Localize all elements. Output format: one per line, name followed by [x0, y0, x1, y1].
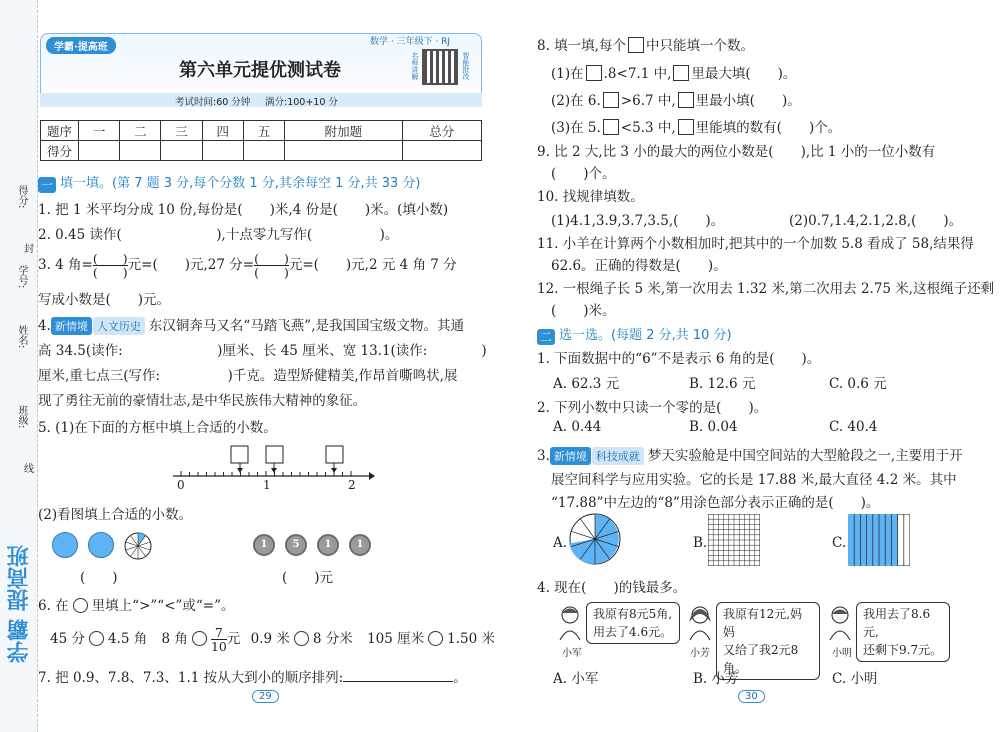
coin-icon: 5	[285, 534, 307, 556]
new-context-tag: 新情境	[550, 447, 591, 465]
exam-time: 考试时间:60 分钟	[175, 97, 251, 108]
score-input[interactable]	[243, 141, 284, 161]
q4-line1	[38, 314, 464, 335]
q8-text: 中只能填一个数。	[645, 38, 754, 54]
c3-option-c-label[interactable]: C.	[832, 535, 847, 551]
brand-label: 学霸·提高班	[46, 37, 116, 54]
c1-option-a[interactable]: A. 62.3 元	[553, 376, 620, 392]
compare-circle[interactable]	[192, 631, 207, 646]
left-column	[38, 172, 488, 692]
margin-id-label: 学号:	[16, 265, 27, 289]
q7	[38, 666, 467, 686]
c4-option-c[interactable]: C. 小明	[832, 671, 878, 687]
score-input[interactable]	[120, 141, 161, 161]
score-input[interactable]	[79, 141, 120, 161]
score-cell: 题序	[41, 121, 79, 141]
q5-a: 5. (1)在下面的方框中填上合适的小数。	[38, 420, 277, 436]
q7-end: 。	[453, 670, 467, 686]
score-input[interactable]	[285, 141, 402, 161]
q8-text: 里最小填( )。	[695, 93, 801, 109]
q8-s3	[551, 116, 841, 136]
qr-side-right: 智能批改	[462, 52, 470, 80]
tenths-circle	[124, 532, 152, 560]
bubble-text: 我原有8元5角,	[593, 607, 673, 621]
tick-label-1: 1	[263, 478, 271, 492]
coin-icon: 1	[317, 534, 339, 556]
q6-item: 8 角	[161, 631, 188, 647]
full-marks: 满分:100+10 分	[265, 97, 338, 108]
score-cell: 总分	[402, 121, 481, 141]
score-cell: 得分	[41, 141, 79, 161]
q8-s1	[551, 62, 796, 82]
q7-text: 7. 把 0.9、7.8、7.3、1.1 按从大到小的顺序排列:	[38, 670, 344, 686]
blank-box-icon	[628, 37, 644, 53]
q8-text: 8. 填一填,每个	[537, 38, 626, 54]
q4-line3: 厘米,重七点三(写作: )千克。造型矫健精美,作昂首嘶鸣状,展	[38, 368, 458, 384]
c1-option-c[interactable]: C. 0.6 元	[829, 376, 887, 392]
bubble-text: 还剩下9.7元。	[863, 643, 943, 657]
compare-circle[interactable]	[428, 631, 443, 646]
kid-icon	[826, 604, 854, 640]
q8-s2	[551, 89, 801, 109]
q10-line1: 10. 找规律填数。	[537, 189, 644, 205]
full-circle	[88, 532, 114, 558]
q8-text: >6.7 中,	[620, 93, 676, 109]
margin-score-label: 得分:	[16, 185, 27, 209]
score-input[interactable]	[402, 141, 481, 161]
q6-items	[50, 626, 495, 653]
frac-num: ( )	[254, 251, 289, 266]
coin-icon: 1	[349, 534, 371, 556]
q3-part: 元=( )元,27 分=	[127, 257, 255, 273]
kid-name: 小明	[832, 648, 852, 659]
compare-circle-icon	[73, 598, 88, 613]
q11-line1: 11. 小羊在计算两个小数相加时,把其中的一个加数 5.8 看成了 58,结果得	[537, 236, 974, 252]
hundredths-grid	[708, 514, 760, 566]
frac-num: ( )	[92, 251, 128, 266]
coin-icon: 1	[253, 534, 275, 556]
q4-number: 4.	[38, 318, 51, 334]
c2-option-a[interactable]: A. 0.44	[553, 419, 602, 435]
page-number-left: 29	[252, 690, 279, 703]
c3-text: 梦天实验舱是中国空间站的大型舱段之一,主要用于开	[647, 448, 963, 464]
bubble-text: 又给了我2元8角。	[723, 643, 799, 675]
subject-label: 数学 · 三年级下 · RJ	[370, 37, 451, 47]
q8-text: .8<7.1 中,	[603, 66, 672, 82]
c3-line3: “17.88”中左边的“8”用涂色部分表示正确的是( )。	[551, 495, 880, 511]
section-number: 一	[38, 177, 56, 193]
section1-heading	[38, 172, 421, 193]
fraction-blank[interactable]	[93, 252, 128, 279]
margin-name-label: 姓名:	[16, 325, 27, 349]
speech-bubble	[586, 602, 680, 644]
c3-option-b-label[interactable]: B.	[693, 535, 708, 551]
speech-bubble	[856, 602, 950, 662]
q6-text: 里填上“>”“<”或“=”。	[91, 598, 235, 614]
c3-line2: 展空间科学与应用实验。它的长是 17.88 米,最大直径 4.2 米。其中	[551, 472, 957, 488]
blank-box-icon	[678, 92, 694, 108]
q4-line2: 高 34.5(读作: )厘米、长 45 厘米、宽 13.1(读作: )	[38, 343, 487, 359]
score-input[interactable]	[202, 141, 243, 161]
q6-prompt	[38, 594, 235, 614]
q6-item: 8 分米	[312, 631, 353, 647]
q6-item: 1.50 米	[447, 631, 496, 647]
page-title: 第六单元提优测试卷	[179, 60, 341, 81]
score-cell: 一	[79, 121, 120, 141]
section2-heading	[537, 324, 732, 345]
full-circle	[52, 532, 78, 558]
frac-num: 7	[211, 626, 227, 640]
c4-question: 4. 现在( )的钱最多。	[537, 580, 687, 596]
compare-circle[interactable]	[89, 631, 104, 646]
c3-line1	[537, 444, 963, 465]
tick-label-0: 0	[177, 478, 185, 492]
q5-b: (2)看图填上合适的小数。	[38, 507, 193, 523]
tenths-circle	[568, 512, 622, 566]
frac-den: ( )	[92, 265, 128, 280]
q9-line1: 9. 比 2 大,比 3 小的最大的两位小数是( ),比 1 小的一位小数有	[537, 144, 936, 160]
q4-line4: 现了勇往无前的豪情壮志,是中华民族伟大精神的象征。	[38, 393, 367, 409]
q10-a: (1)4.1,3.9,3.7,3.5,( )。	[551, 213, 725, 229]
fraction	[211, 626, 227, 653]
q12-line1: 12. 一根绳子长 5 米,第一次用去 1.32 米,第二次用去 2.75 米,这根绳子还剩	[537, 281, 995, 297]
q3-part: 3. 4 角=	[38, 257, 93, 273]
c4-option-b[interactable]: B. 小芳	[693, 671, 739, 687]
frac-den: 10	[210, 639, 227, 654]
new-context-tag: 新情境	[51, 317, 92, 335]
q6-item: 4.5 角	[107, 631, 148, 647]
digit-box[interactable]	[603, 119, 619, 135]
q10-b: (2)0.7,1.4,2.1,2.8,( )。	[789, 213, 963, 229]
page-number-right: 30	[738, 690, 765, 703]
c2-option-b[interactable]: B. 0.04	[689, 419, 738, 435]
score-input[interactable]	[161, 141, 202, 161]
section-number: 二	[537, 329, 555, 345]
bubble-text: 我用去了8.6元,	[863, 607, 931, 639]
q8-text: (2)在 6.	[551, 93, 601, 109]
q3-part: 元=( )元,2 元 4 角 7 分	[288, 257, 457, 273]
score-cell: 二	[120, 121, 161, 141]
q6-item: 45 分	[50, 631, 85, 647]
score-cell: 四	[202, 121, 243, 141]
c2-option-c[interactable]: C. 40.4	[829, 419, 878, 435]
margin-logo: 学霸 提高班	[7, 545, 32, 663]
digit-box[interactable]	[603, 92, 619, 108]
frac-den: ( )	[254, 265, 289, 280]
topic-tag: 科技成就	[592, 447, 644, 465]
q12-line2: ( )米。	[551, 303, 616, 319]
q1: 1. 把 1 米平均分成 10 份,每份是( )米,4 份是( )米。(填小数)	[38, 202, 449, 218]
q3-line2: 写成小数是( )元。	[38, 292, 171, 308]
topic-tag: 人文历史	[93, 317, 145, 335]
c3-number: 3.	[537, 448, 550, 464]
kid-icon	[686, 604, 714, 640]
tick-label-2: 2	[348, 478, 356, 492]
c4-option-a[interactable]: A. 小军	[553, 671, 599, 687]
kid-icon	[556, 604, 584, 640]
q6-text: 6. 在	[38, 598, 69, 614]
bubble-text: 用去了4.6元。	[593, 625, 673, 639]
q8-prompt	[537, 34, 754, 54]
digit-box[interactable]	[586, 65, 602, 81]
score-table	[40, 120, 482, 161]
q11-line2: 62.6。正确的得数是( )。	[551, 258, 727, 274]
q2: 2. 0.45 读作( ),十点零九写作( )。	[38, 227, 399, 243]
q4-text: 东汉铜奔马又名“马踏飞燕”,是我国国宝级文物。其通	[148, 318, 464, 334]
tenths-bar	[848, 514, 910, 566]
q5-blank-1[interactable]: ( )	[80, 570, 118, 586]
qr-code-icon	[422, 49, 458, 85]
q8-text: 里最大填( )。	[691, 66, 797, 82]
c3-option-a-label[interactable]: A.	[553, 535, 568, 551]
q8-text: (1)在	[551, 66, 584, 82]
blank-box-icon	[678, 119, 694, 135]
score-cell: 附加题	[285, 121, 402, 141]
q3-line1	[38, 252, 457, 279]
bubble-text: 我原有12元,妈妈	[723, 607, 803, 639]
fraction-blank[interactable]	[254, 252, 289, 279]
c1-option-b[interactable]: B. 12.6 元	[689, 376, 756, 392]
section-title: 选一选。(每题 2 分,共 10 分)	[559, 328, 732, 343]
margin-class-label: 班级:	[16, 405, 27, 429]
compare-circle[interactable]	[294, 631, 309, 646]
margin-seal-label: 封	[24, 244, 34, 255]
section-title: 填一填。(第 7 题 3 分,每个分数 1 分,其余每空 1 分,共 33 分)	[60, 176, 421, 191]
score-cell: 五	[243, 121, 284, 141]
score-cell: 三	[161, 121, 202, 141]
kid-name: 小军	[562, 648, 582, 659]
info-strip	[40, 93, 482, 107]
kid-name: 小芳	[690, 648, 710, 659]
qr-side-left: 名师讲解	[411, 52, 419, 80]
q6-item: 0.9 米	[250, 631, 290, 647]
margin-line-label: 线	[24, 464, 34, 475]
q7-answer-line[interactable]	[343, 670, 453, 682]
blank-box-icon	[673, 65, 689, 81]
c2-question: 2. 下列小数中只读一个零的是( )。	[537, 400, 768, 416]
q9-line2: ( )个。	[551, 166, 616, 182]
q8-text: (3)在 5.	[551, 120, 601, 136]
q8-text: 里能填的数有( )个。	[695, 120, 842, 136]
q8-text: <5.3 中,	[620, 120, 676, 136]
q6-item: 元	[226, 631, 241, 647]
q6-item: 105 厘米	[367, 631, 425, 647]
c1-question: 1. 下面数据中的“6”不是表示 6 角的是( )。	[537, 351, 821, 367]
q5-blank-2[interactable]: ( )元	[282, 570, 334, 586]
